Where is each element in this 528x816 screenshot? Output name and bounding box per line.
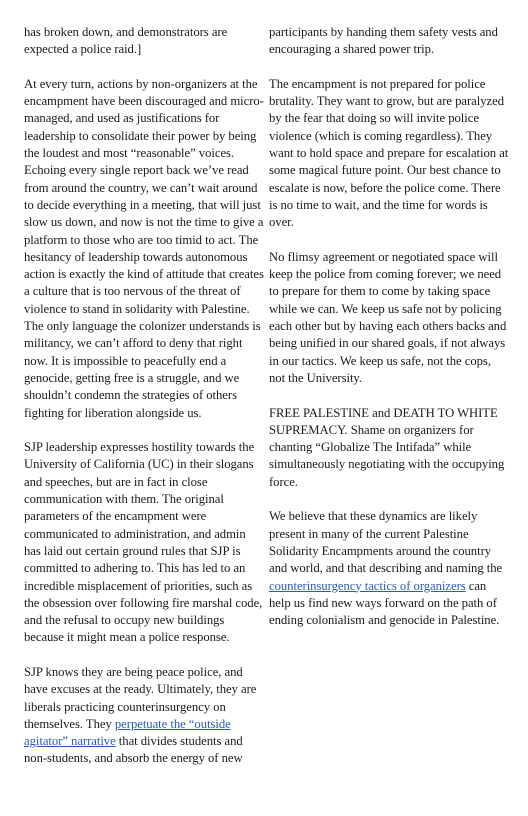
- paragraph: SJP leadership expresses hostility towards the University of California (UC) in their slogans and speeches, but are in fact in close communication with them. The original parameters of the encampment were communicated to administration, and admin has laid out certain ground rules that SJP is committed to adhering to. This has led to an incredible misplacement of priorities, such as the obsession over following fire marshal code, and the refusal to occupy new buildings because it might mean a police response.: [24, 440, 263, 645]
- paragraph: [24, 664, 264, 768]
- outside-agitator-link[interactable]: perpetuate the “outside agitator” narrative: [24, 716, 231, 749]
- paragraph: The encampment is not prepared for police brutality. They want to grow, but are paralyzed by the fear that doing so will invite police violence (which is coming regardless). They want to hold space and prepare for escalation at some magical future point. Our best chance to escalate is now, before the police come. There is no time to wait, and the time for words is over.: [269, 76, 509, 230]
- left-column: [24, 24, 264, 785]
- paragraph: At every turn, actions by non-organizers at the encampment have been discouraged and micro-managed, and used as justifications for leadership to consolidate their power by being the loudest and most “reasonable” voices. Echoing every single report back we’ve read from around the country, we can’t wait around to decide everything in a meeting, that will just slow us down, and now is not the time to give a platform to those who are too timid to act. The hesitancy of leadership towards autonomous action is exactly the kind of attitude that creates a culture that is too nervous of the threat of violence to stand in solidarity with Palestine. The only language the colonizer understands is militancy, we can’t afford to deny that right now. It is impossible to peacefully end a genocide, getting free is a struggle, and we shouldn’t condemn the strategies of others fighting for liberation alongside us.: [24, 76, 264, 420]
- paragraph: has broken down, and demonstrators are expected a police raid.]: [24, 25, 228, 57]
- paragraph: No flimsy agreement or negotiated space will keep the police from coming forever; we need to prepare for them to come by taking space while we can. We keep us safe not by policing each other but by having each others backs and being unified in our shared goals, if not always in our tactics. We keep us safe, not the cops, not the University.: [269, 249, 507, 385]
- paragraph-text: SJP knows they are being peace police, and have excuses at the ready. Ultimately, they are liberals practicing counterinsurgency on themselves. They: [24, 664, 257, 731]
- counterinsurgency-tactics-link[interactable]: counterinsurgency tactics of organizers: [269, 578, 466, 593]
- paragraph: FREE PALESTINE and DEATH TO WHITE SUPREMACY. Shame on organizers for chanting “Globalize The Intifada” while simultaneously negotiating with the occupying force.: [269, 405, 505, 489]
- paragraph-text: can help us find new ways forward on the path of ending colonialism and genocide in Palestine.: [269, 578, 500, 628]
- paragraph: participants by handing them safety vests and encouraging a shared power trip.: [269, 25, 498, 57]
- right-column: [269, 24, 509, 647]
- paragraph-text: We believe that these dynamics are likely present in many of the current Palestine Solidarity Encampments around the country and world, and that describing and naming the: [269, 509, 503, 576]
- paragraph-text: that divides students and non-students, and absorb the energy of new: [24, 734, 243, 766]
- paragraph: [269, 508, 509, 629]
